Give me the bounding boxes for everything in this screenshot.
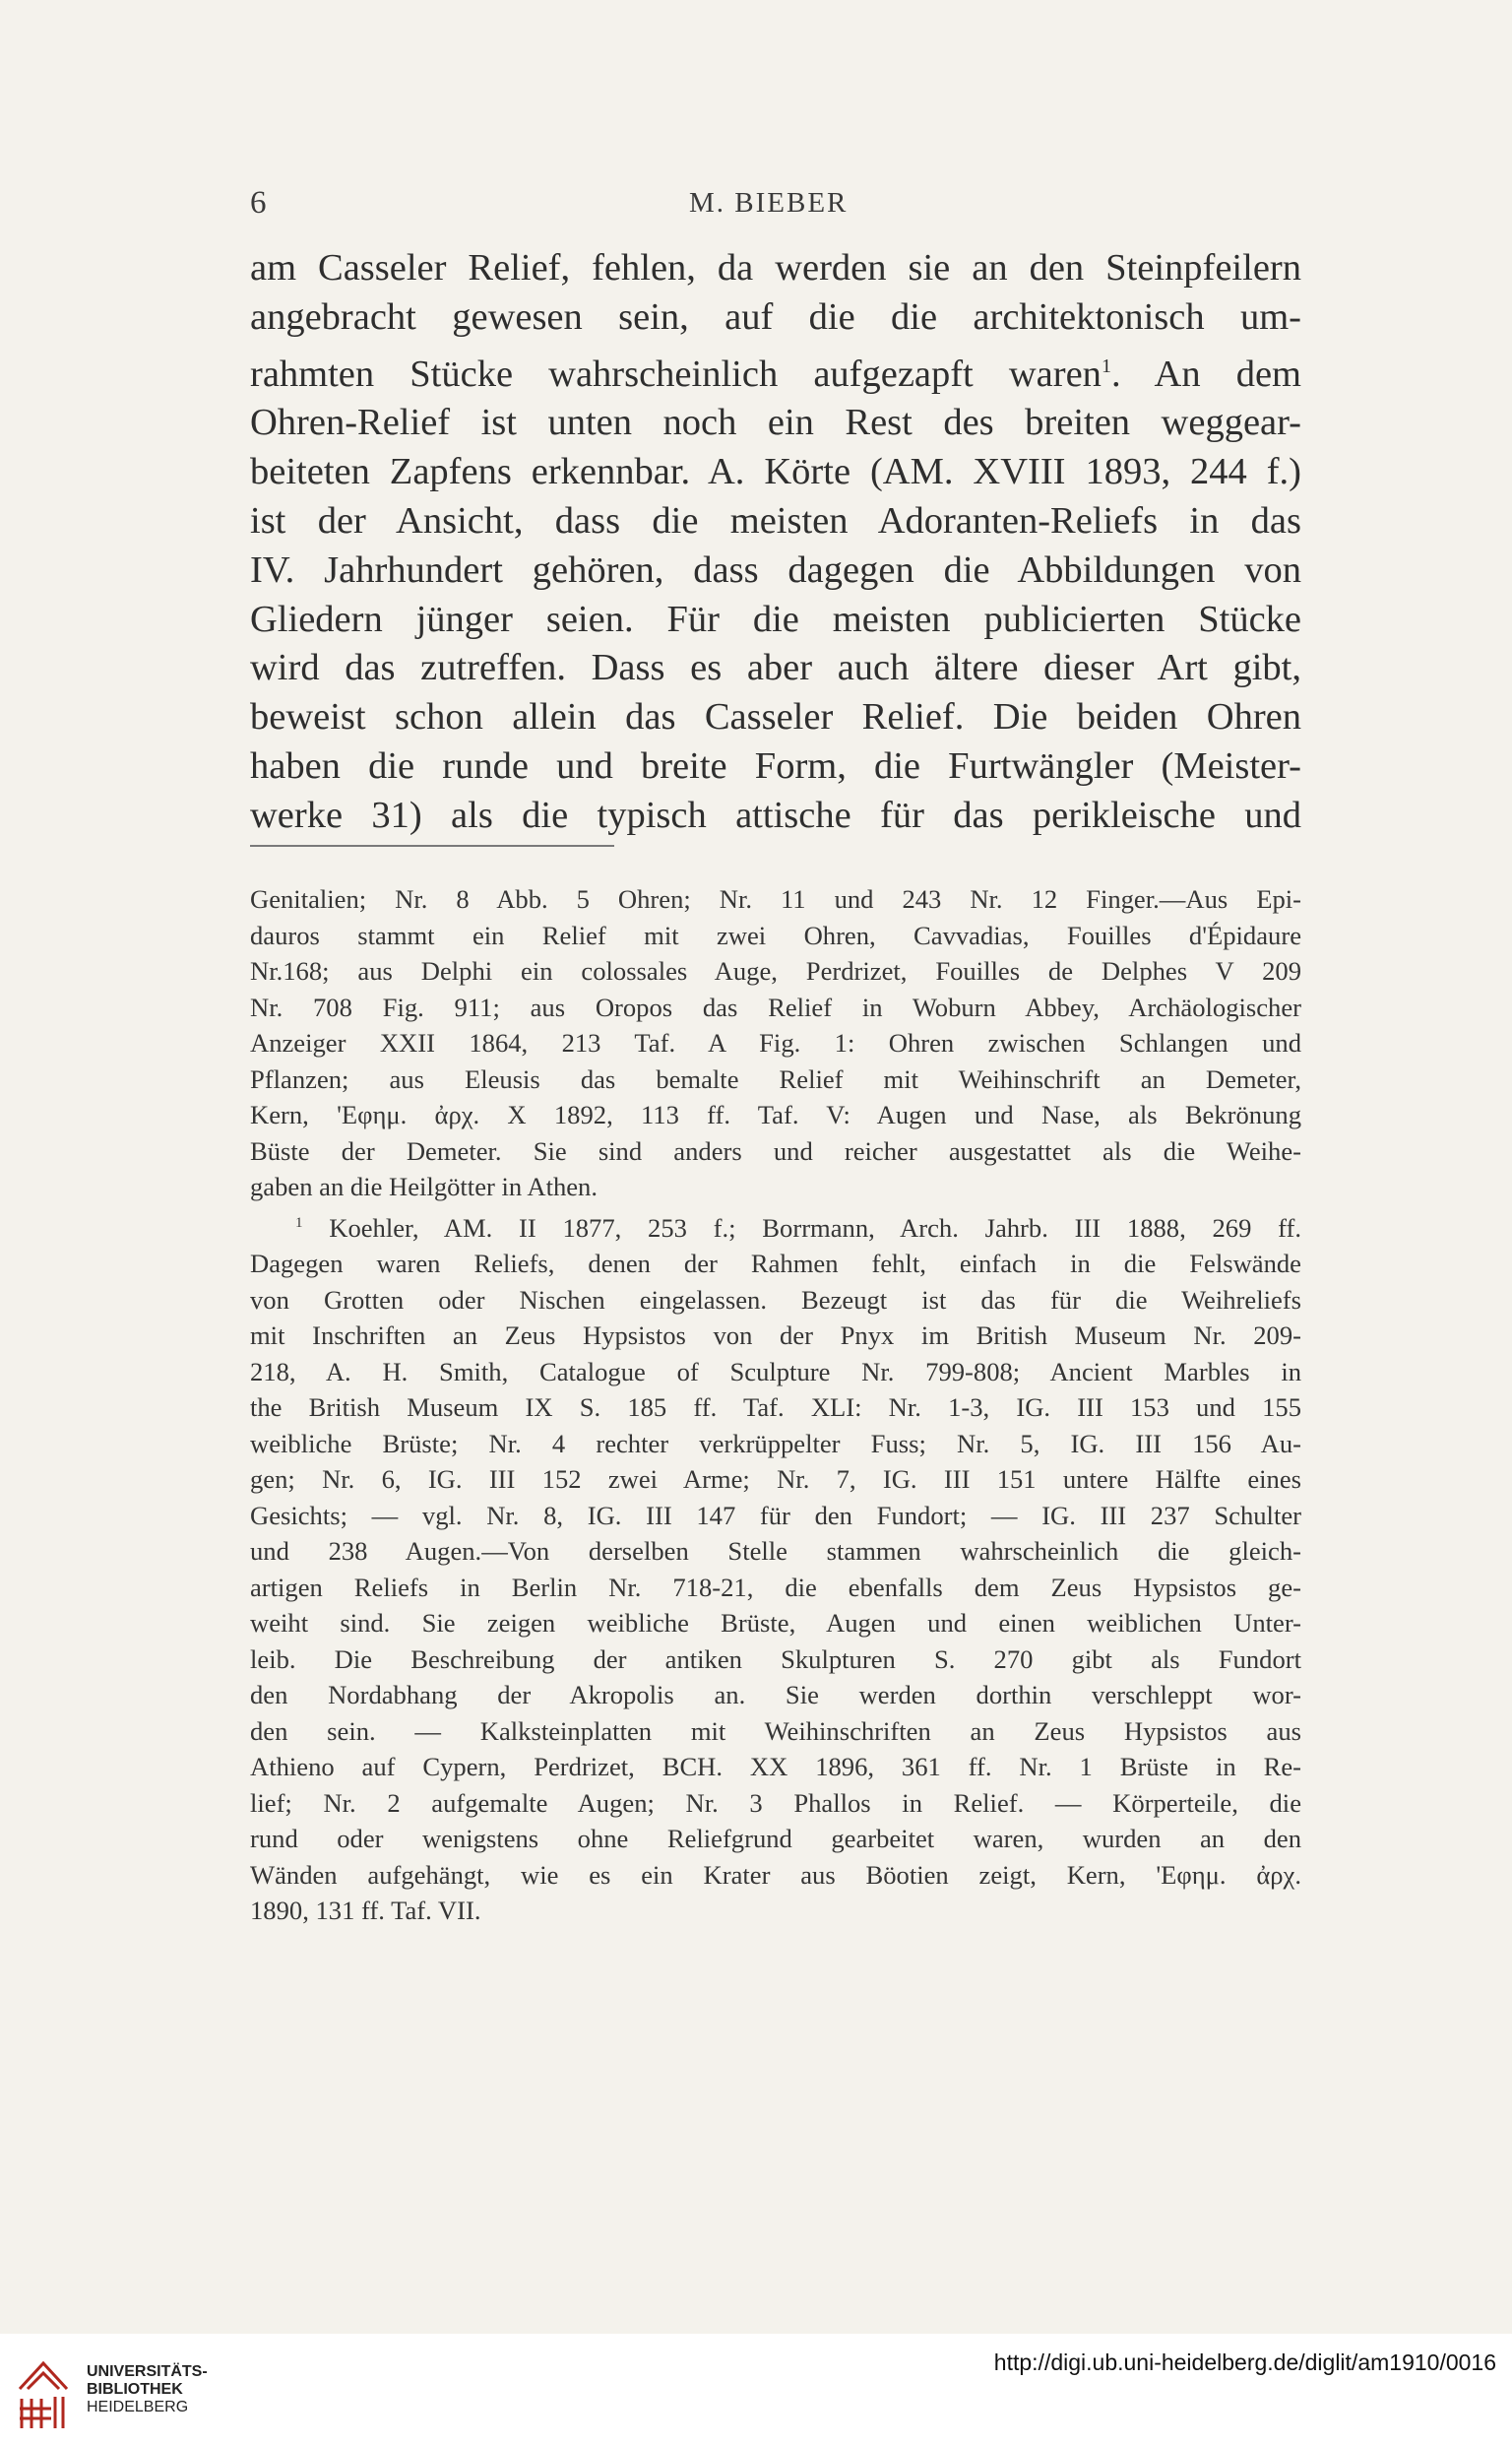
running-head: M. BIEBER (689, 187, 849, 219)
main-line: angebracht gewesen sein, auf die die architektonisch um- (250, 295, 1301, 338)
page-header (0, 185, 1512, 225)
main-line: beweist schon allein das Casseler Relief. Die beiden Ohren (250, 696, 1301, 739)
footnote-line: Wänden aufgehängt, wie es ein Krater aus Böotien zeigt, Kern, 'Εφημ. ἀρχ. (250, 1859, 1301, 1890)
main-line-with-footnote-ref (250, 343, 1301, 400)
main-line: IV. Jahrhundert gehören, dass dagegen die Abbildungen von (250, 548, 1301, 591)
footnote-line: Nr.168; aus Delphi ein colossales Auge, Perdrizet, Fouilles de Delphes V 209 (250, 956, 1301, 986)
footnote-line: the British Museum IX S. 185 ff. Taf. XLI: Nr. 1-3, IG. III 153 und 155 (250, 1392, 1301, 1422)
footnote-line: weibliche Brüste; Nr. 4 rechter verkrüppelter Fuss; Nr. 5, IG. III 156 Au- (250, 1428, 1301, 1458)
library-name-line-1: UNIVERSITÄTS- (87, 2363, 208, 2380)
footnote-line: 1890, 131 ff. Taf. VII. (250, 1896, 481, 1925)
footnote-line-first (250, 1205, 1301, 1247)
footnote-line: gen; Nr. 6, IG. III 152 zwei Arme; Nr. 7, IG. III 151 untere Hälfte eines (250, 1464, 1301, 1494)
footnote-line: Kern, 'Εφημ. ἀρχ. X 1892, 113 ff. Taf. V: Augen und Nase, als Bekrönung (250, 1100, 1301, 1129)
footnote-ref: 1 (1101, 354, 1111, 377)
main-line: haben die runde und breite Form, die Furtwängler (Meister- (250, 744, 1301, 787)
footnote-line-text: Koehler, AM. II 1877, 253 f.; Borrmann, Arch. Jahrb. III 1888, 269 ff. (329, 1212, 1301, 1243)
library-name-line-2: BIBLIOTHEK (87, 2381, 183, 2398)
permalink-url[interactable]: http://digi.ub.uni-heidelberg.de/diglit/am1910/0016 (993, 2349, 1496, 2375)
main-line-tail: . An dem (1110, 353, 1302, 395)
footnote-line: den sein. — Kalksteinplatten mit Weihinschriften an Zeus Hypsistos aus (250, 1715, 1301, 1746)
footnote-line: mit Inschriften an Zeus Hypsistos von der Pnyx im British Museum Nr. 209- (250, 1320, 1301, 1350)
library-name-line-3: HEIDELBERG (87, 2399, 189, 2415)
footnotes (250, 881, 1301, 1929)
footnote-line: Nr. 708 Fig. 911; aus Oropos das Relief in Woburn Abbey, Archäologischer (250, 992, 1301, 1022)
main-line: werke 31) als die typisch attische für das perikleische und (250, 794, 1301, 836)
footnote-line: dauros stammt ein Relief mit zwei Ohren, Cavvadias, Fouilles d'Épidaure (250, 920, 1301, 950)
footnote-line: gaben an die Heilgötter in Athen. (250, 1172, 598, 1201)
footnote-line: Anzeiger XXII 1864, 213 Taf. A Fig. 1: Ohren zwischen Schlangen und (250, 1028, 1301, 1058)
university-library-logo-icon (14, 2349, 73, 2432)
footnote-line: und 238 Augen.—Von derselben Stelle stammen wahrscheinlich die gleich- (250, 1536, 1301, 1566)
footnote-line: Genitalien; Nr. 8 Abb. 5 Ohren; Nr. 11 und 243 Nr. 12 Finger.—Aus Epi- (250, 884, 1301, 914)
main-line: beiteten Zapfens erkennbar. A. Körte (AM. XVIII 1893, 244 f.) (250, 451, 1301, 493)
page-number: 6 (250, 185, 267, 221)
footnote-line: von Grotten oder Nischen eingelassen. Bezeugt ist das für die Weihreliefs (250, 1284, 1301, 1315)
footnote-line: Dagegen waren Reliefs, denen der Rahmen fehlt, einfach in die Felswände (250, 1249, 1301, 1278)
main-line: Gliedern jünger seien. Für die meisten publicierten Stücke (250, 598, 1301, 640)
footnote-line: Pflanzen; aus Eleusis das bemalte Relief mit Weihinschrift an Demeter, (250, 1063, 1301, 1094)
footnote-line: lief; Nr. 2 aufgemalte Augen; Nr. 3 Phallos in Relief. — Körperteile, die (250, 1787, 1301, 1818)
footnote-line: weiht sind. Sie zeigen weibliche Brüste, Augen und einen weiblichen Unter- (250, 1608, 1301, 1638)
footnote-line: rund oder wenigstens ohne Reliefgrund gearbeitet waren, wurden an den (250, 1824, 1301, 1853)
main-line: am Casseler Relief, fehlen, da werden sie an den Steinpfeilern (250, 247, 1301, 289)
footnote-line: leib. Die Beschreibung der antiken Skulpturen S. 270 gibt als Fundort (250, 1643, 1301, 1674)
footnote-marker: 1 (295, 1214, 303, 1231)
footnote-line: 218, A. H. Smith, Catalogue of Sculpture Nr. 799-808; Ancient Marbles in (250, 1356, 1301, 1386)
footnote-divider (250, 845, 614, 847)
footnote-line: den Nordabhang der Akropolis an. Sie werden dorthin verschleppt wor- (250, 1680, 1301, 1709)
footnote-line: Athieno auf Cypern, Perdrizet, BCH. XX 1896, 361 ff. Nr. 1 Brüste in Re- (250, 1752, 1301, 1781)
main-line: ist der Ansicht, dass die meisten Adoranten-Reliefs in das (250, 499, 1301, 542)
footnote-line: Gesichts; — vgl. Nr. 8, IG. III 147 für den Fundort; — IG. III 237 Schulter (250, 1500, 1301, 1530)
library-name (87, 2363, 208, 2416)
main-line-text: rahmten Stücke wahrscheinlich aufgezapft waren (250, 353, 1102, 395)
main-line: wird das zutreffen. Dass es aber auch ältere dieser Art gibt, (250, 647, 1301, 689)
footer-bar (0, 2334, 1512, 2445)
footnote-line: artigen Reliefs in Berlin Nr. 718-21, die ebenfalls dem Zeus Hypsistos ge- (250, 1572, 1301, 1602)
footnote-line: Büste der Demeter. Sie sind anders und reicher ausgestattet als die Weihe- (250, 1135, 1301, 1166)
main-text (250, 244, 1301, 841)
main-line: Ohren-Relief ist unten noch ein Rest des breiten weggear- (250, 402, 1301, 444)
